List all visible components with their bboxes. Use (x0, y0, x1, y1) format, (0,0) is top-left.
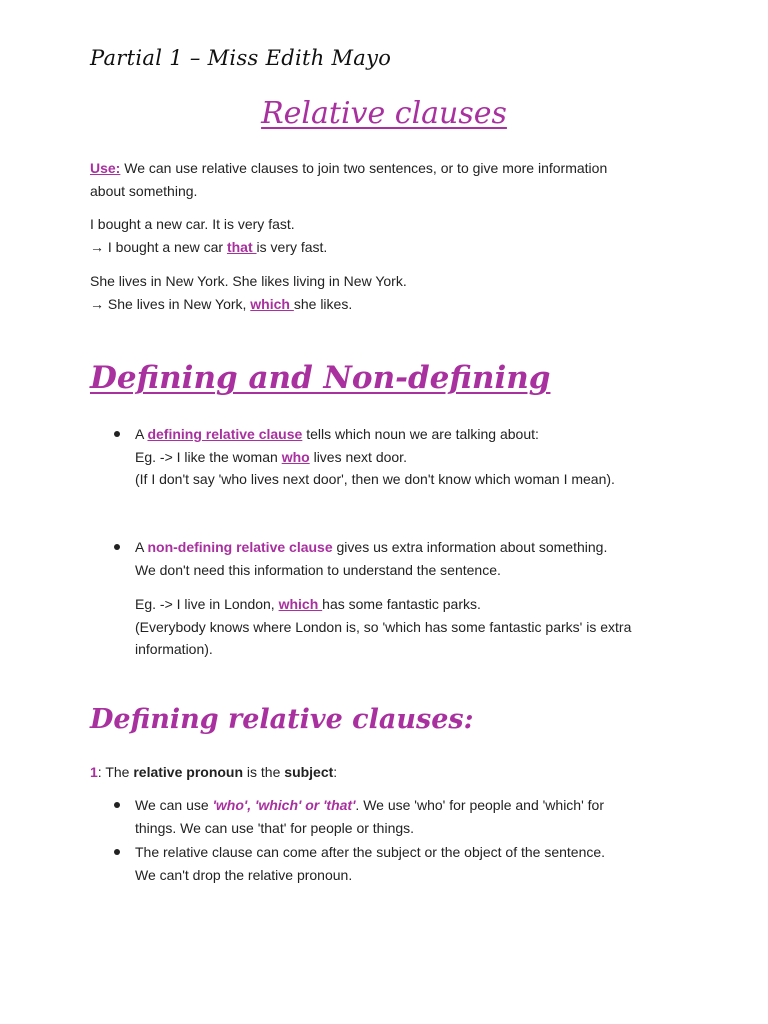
bullet-non-defining-note-1: (Everybody knows where London is, so 'which has some fantastic parks' is extra (135, 618, 632, 635)
bullet-non-defining-example-block (135, 593, 695, 661)
example-1 (90, 213, 690, 258)
point-1-pre: : The (97, 764, 134, 780)
point-1-subject: subject (284, 764, 334, 780)
bullet-pronouns-list: 'who', 'which' or 'that' (212, 797, 356, 813)
bullet-non-defining-note-2: information). (135, 641, 213, 658)
bullet-defining-term: defining relative clause (147, 426, 303, 442)
bullet-pronouns-post: . We use 'who' for people and 'which' for (355, 797, 604, 813)
bullet-defining-example (135, 446, 695, 469)
bullet-position (135, 841, 695, 886)
bullet-pronouns-line-1 (135, 794, 695, 817)
bullet-non-defining-pre: A (135, 539, 148, 555)
document-header: Partial 1 – Miss Edith Mayo (90, 46, 392, 70)
use-text: We can use relative clauses to join two sentences, or to give more information (120, 160, 608, 176)
bullet-defining-eg-pronoun: who (281, 448, 310, 465)
example-1-sentence: I bought a new car. It is very fast. (90, 216, 295, 232)
example-2-post: she likes. (293, 295, 353, 312)
bullet-non-defining (135, 536, 695, 581)
bullet-dot (114, 849, 120, 855)
bullet-dot (114, 544, 120, 550)
page-title: Relative clauses (261, 96, 507, 131)
bullet-non-defining-post: gives us extra information about something. (332, 539, 608, 555)
section-title-defining-non-defining: Defining and Non-defining (90, 360, 551, 396)
example-2-pronoun: which (250, 295, 294, 312)
point-1-mid: is the (243, 764, 285, 780)
use-label: Use: (90, 160, 121, 176)
bullet-pronouns-line-2: things. We can use 'that' for people or things. (135, 819, 415, 836)
bullet-non-defining-line (135, 536, 695, 559)
bullet-defining-note: (If I don't say 'who lives next door', then we don't know which woman I mean). (135, 471, 615, 488)
example-1-post: is very fast. (256, 238, 328, 255)
bullet-non-defining-example (135, 593, 695, 616)
example-1-result (90, 236, 690, 259)
point-number: 1 (90, 764, 98, 780)
example-1-pronoun: that (226, 238, 257, 255)
bullet-defining-eg-pre: Eg. -> I like the woman (135, 448, 282, 465)
bullet-defining (135, 423, 695, 491)
bullet-defining-eg-post: lives next door. (309, 448, 407, 465)
bullet-non-defining-line-2: We don't need this information to understand the sentence. (135, 561, 501, 578)
bullet-pronouns (135, 794, 695, 839)
bullet-non-defining-term: non-defining relative clause (147, 539, 333, 555)
bullet-pronouns-pre: We can use (135, 797, 213, 813)
use-paragraph (90, 157, 690, 202)
point-1-end: : (333, 764, 338, 780)
use-line-1 (90, 157, 690, 180)
section-title-defining-relative-clauses: Defining relative clauses: (90, 704, 474, 735)
bullet-position-line-1: The relative clause can come after the subject or the object of the sentence. (135, 844, 606, 860)
use-line-2: about something. (90, 182, 198, 199)
example-1-pre: → I bought a new car (90, 238, 227, 255)
bullet-non-defining-eg-pronoun: which (278, 596, 323, 612)
bullet-dot (114, 802, 120, 808)
bullet-non-defining-eg-pre: Eg. -> I live in London, (135, 596, 279, 612)
bullet-defining-post: tells which noun we are talking about: (302, 426, 539, 442)
bullet-defining-pre: A (135, 426, 148, 442)
bullet-position-line-2: We can't drop the relative pronoun. (135, 866, 353, 883)
example-2 (90, 270, 690, 315)
point-1-relative-pronoun: relative pronoun (133, 764, 244, 780)
bullet-non-defining-eg-post: has some fantastic parks. (322, 596, 481, 612)
example-2-sentence: She lives in New York. She likes living in New York. (90, 273, 407, 289)
bullet-defining-line (135, 423, 695, 446)
point-1 (90, 761, 690, 784)
bullet-dot (114, 431, 120, 437)
example-2-pre: → She lives in New York, (90, 295, 251, 312)
example-2-result (90, 293, 690, 316)
